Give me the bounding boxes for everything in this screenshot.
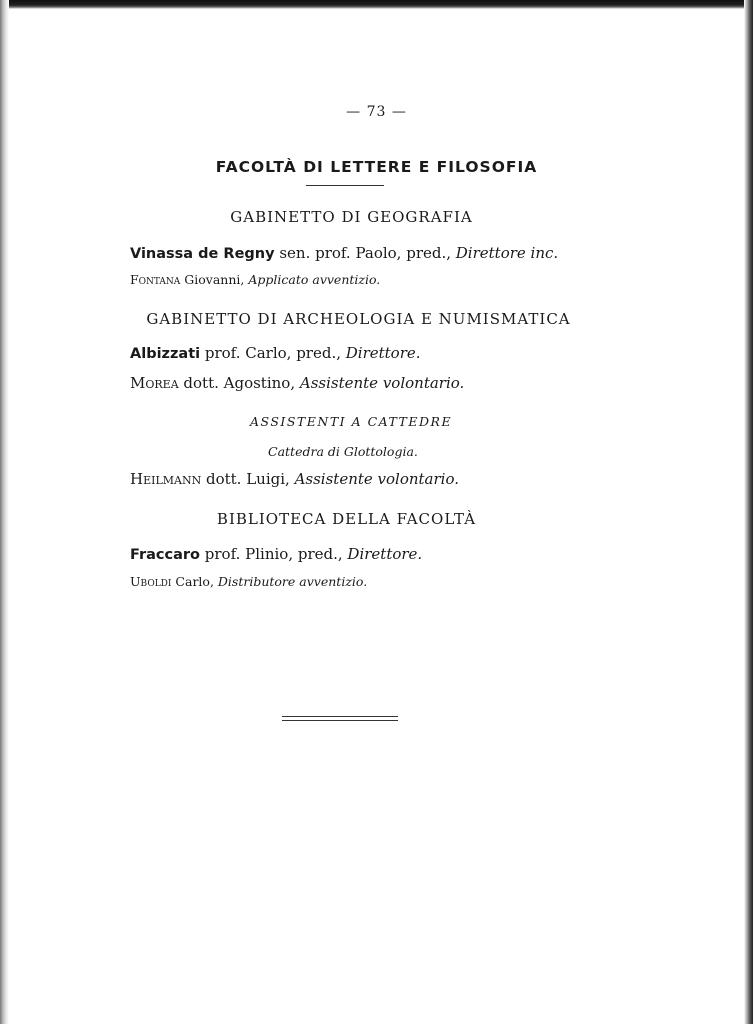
staff-entry xyxy=(130,470,459,488)
staff-details: dott. Luigi, xyxy=(201,470,295,488)
page-right-edge xyxy=(744,0,753,1024)
staff-name: Uboldi xyxy=(130,574,172,589)
staff-role: Assistente volontario. xyxy=(294,470,460,488)
section-heading-biblioteca: BIBLIOTECA DELLA FACOLTÀ xyxy=(216,510,477,528)
staff-details: dott. Agostino, xyxy=(178,374,300,392)
staff-details: sen. prof. Paolo, pred., xyxy=(274,244,456,262)
staff-name: Heilmann xyxy=(130,470,202,488)
staff-entry xyxy=(130,374,464,392)
title-rule xyxy=(306,185,384,186)
staff-role: Distributore avventizio. xyxy=(217,574,368,589)
faculty-title: FACOLTÀ DI LETTERE E FILOSOFIA xyxy=(215,158,538,176)
staff-role: Assistente volontario. xyxy=(299,374,465,392)
staff-role: Applicato avventizio. xyxy=(248,272,381,287)
section-heading-archeologia: GABINETTO DI ARCHEOLOGIA E NUMISMATICA xyxy=(146,310,571,328)
staff-name: Morea xyxy=(130,374,179,392)
staff-role: Direttore inc. xyxy=(455,244,559,262)
staff-details: Giovanni, xyxy=(180,272,249,287)
section-heading-geografia: GABINETTO DI GEOGRAFIA xyxy=(230,208,473,226)
staff-entry xyxy=(130,344,421,362)
staff-entry xyxy=(130,545,422,563)
staff-role: Direttore. xyxy=(347,545,423,563)
staff-role: Direttore. xyxy=(345,344,421,362)
page-top-edge xyxy=(0,0,753,9)
staff-details: Carlo, xyxy=(171,574,218,589)
closing-double-rule xyxy=(282,716,398,721)
staff-entry xyxy=(130,574,367,589)
page-number: — 73 — xyxy=(346,104,407,120)
staff-details: prof. Plinio, pred., xyxy=(200,545,348,563)
chair-title: Cattedra di Glottologia. xyxy=(268,444,418,459)
staff-details: prof. Carlo, pred., xyxy=(200,344,346,362)
staff-name: Vinassa de Regny xyxy=(130,246,275,262)
staff-entry xyxy=(130,272,380,287)
sub-heading-assistenti: ASSISTENTI A CATTEDRE xyxy=(250,414,453,429)
staff-entry xyxy=(130,244,558,262)
staff-name: Albizzati xyxy=(130,346,201,362)
staff-name: Fontana xyxy=(130,272,181,287)
staff-name: Fraccaro xyxy=(130,547,201,563)
